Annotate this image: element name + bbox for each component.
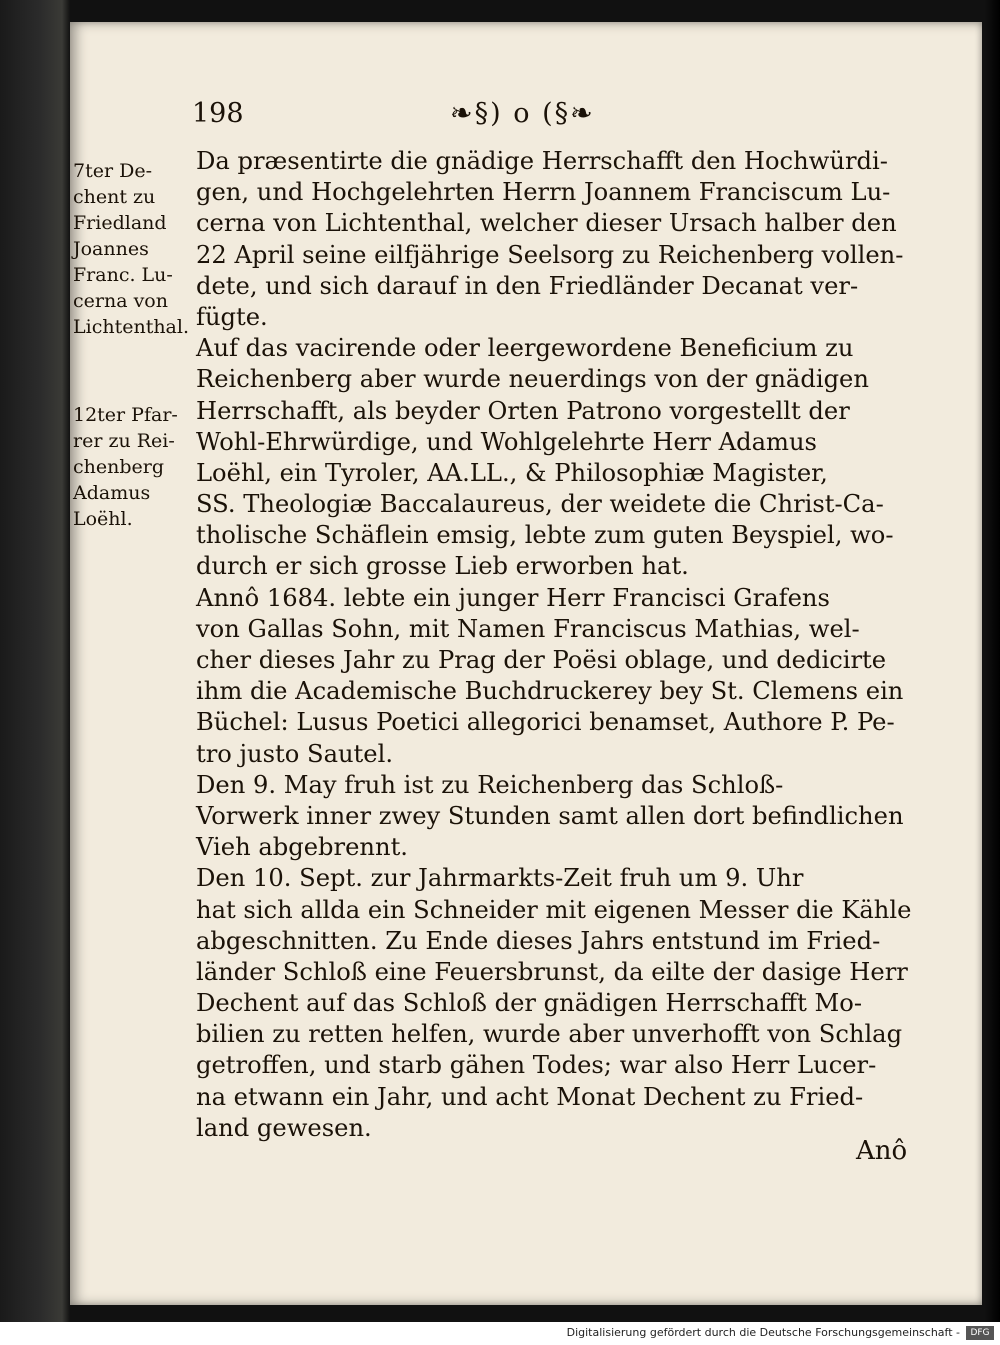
text-line: SS. Theologiæ Baccalaureus, der weidete die Christ-Ca- (196, 490, 884, 519)
text-line: länder Schloß eine Feuersbrunst, da eilte der dasige Herr (196, 957, 908, 986)
body-text (196, 146, 912, 1144)
text-line: Den 10. Sept. zur Jahrmarkts-Zeit fruh um 9. Uhr (196, 864, 804, 893)
text-line: Loëhl, ein Tyroler, AA.LL., & Philosophiæ Magister, (196, 458, 828, 487)
text-line: tro justo Sautel. (196, 739, 394, 768)
text-line: Vieh abgebrennt. (196, 833, 408, 862)
text-line: Dechent auf das Schloß der gnädigen Herrschafft Mo- (196, 989, 863, 1018)
text-line: von Gallas Sohn, mit Namen Franciscus Mathias, wel- (196, 614, 860, 643)
text-line: Herrschafft, als beyder Orten Patrono vorgestellt der (196, 396, 850, 425)
funding-credit: Digitalisierung gefördert durch die Deutsche Forschungsgemeinschaft - (566, 1326, 960, 1339)
text-line: gen, und Hochgelehrten Herrn Joannem Franciscum Lu- (196, 178, 891, 207)
text-line: Wohl-Ehrwürdige, und Wohlgelehrte Herr Adamus (196, 427, 817, 456)
dfg-logo: DFG (966, 1326, 994, 1340)
text-line: fügte. (196, 302, 268, 331)
text-line: Annô 1684. lebte ein junger Herr Francisci Grafens (196, 583, 830, 612)
text-line: land gewesen. (196, 1113, 372, 1142)
text-line: cerna von Lichtenthal, welcher dieser Ursach halber den (196, 209, 897, 238)
header-ornament: ❧§) o (§❧ (450, 98, 595, 129)
margin-note-pfarrer: 12ter Pfar- rer zu Rei- chenberg Adamus Loëhl. (73, 404, 178, 530)
text-line: Auf das vacirende oder leergewordene Beneficium zu (196, 334, 854, 363)
text-line: abgeschnitten. Zu Ende dieses Jahrs entstund im Fried- (196, 926, 881, 955)
text-line: bilien zu retten helfen, wurde aber unverhofft von Schlag (196, 1020, 903, 1049)
running-header (192, 98, 792, 140)
text-line: na etwann ein Jahr, und acht Monat Dechent zu Fried- (196, 1082, 864, 1111)
text-line: Büchel: Lusus Poetici allegorici benamset, Authore P. Pe- (196, 708, 895, 737)
text-line: durch er sich grosse Lieb erworben hat. (196, 552, 689, 581)
catchword: Anô (856, 1136, 908, 1166)
footer-bar (0, 1322, 1000, 1345)
text-line: Reichenberg aber wurde neuerdings von der gnädigen (196, 365, 869, 394)
text-line: hat sich allda ein Schneider mit eigenen Messer die Kähle (196, 895, 912, 924)
text-line: 22 April seine eilfjährige Seelsorg zu Reichenberg vollen- (196, 240, 904, 269)
text-line: dete, und sich darauf in den Friedländer Decanat ver- (196, 271, 859, 300)
text-line: Vorwerk inner zwey Stunden samt allen dort befindlichen (196, 801, 904, 830)
text-line: ihm die Academische Buchdruckerey bey St. Clemens ein (196, 677, 904, 706)
text-line: tholische Schäflein emsig, lebte zum guten Beyspiel, wo- (196, 521, 894, 550)
text-line: Da præsentirte die gnädige Herrschafft den Hochwürdi- (196, 147, 888, 175)
text-line: getroffen, und starb gähen Todes; war also Herr Lucer- (196, 1051, 877, 1080)
margin-note-dechent: 7ter De- chent zu Friedland Joannes Franc. Lu- cerna von Lichtenthal. (73, 160, 190, 338)
text-line: Den 9. May fruh ist zu Reichenberg das Schloß- (196, 770, 784, 799)
text-line: cher dieses Jahr zu Prag der Poësi oblage, und dedicirte (196, 646, 887, 674)
page-number: 198 (192, 98, 244, 129)
